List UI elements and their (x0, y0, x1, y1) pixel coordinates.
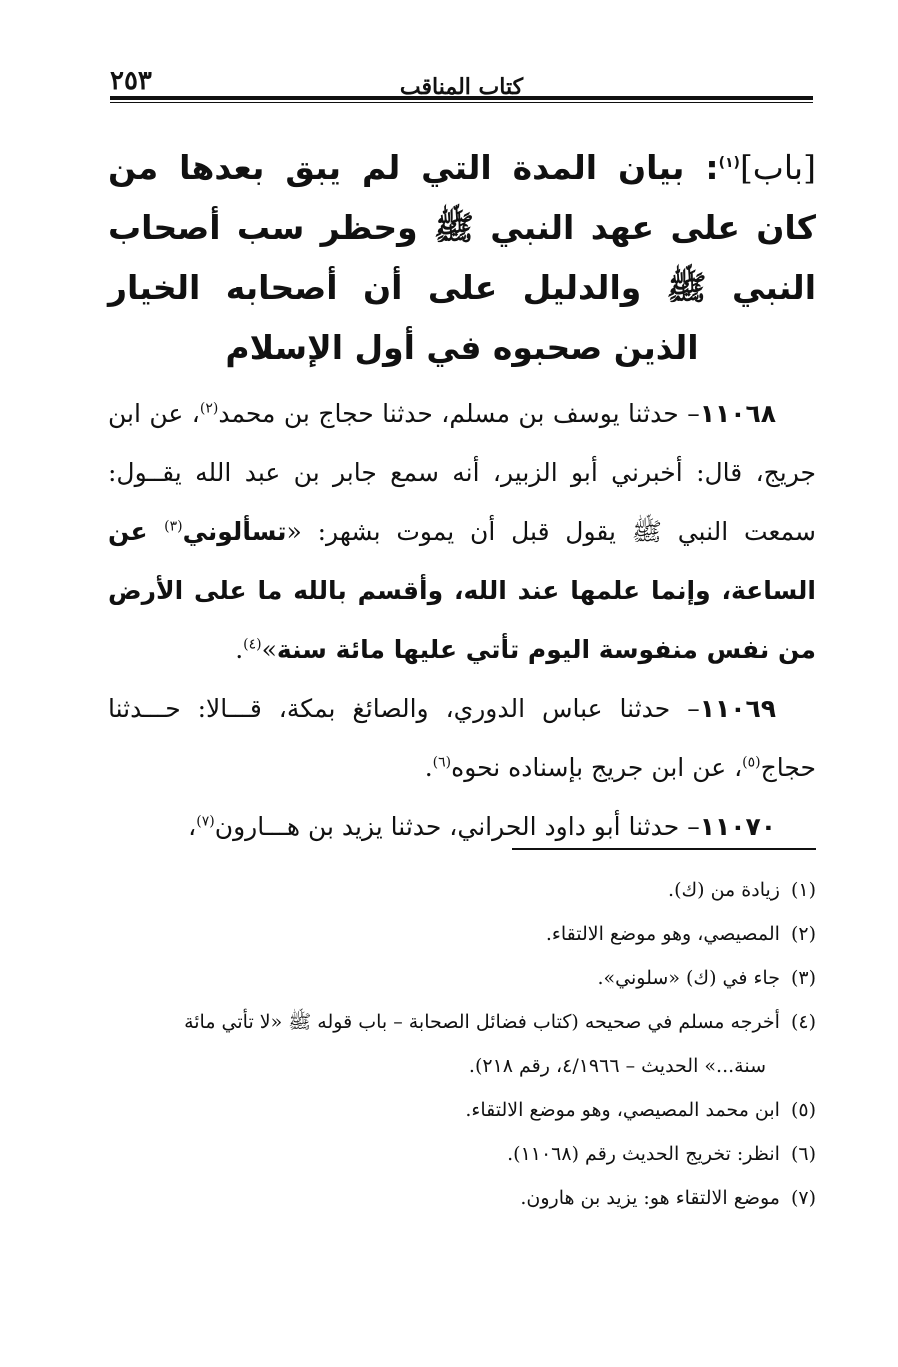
footnote-marker: (٥) (742, 754, 761, 771)
hadith-text: – حدثنا عباس الدوري، والصائغ بمكة، قـــالا: حـــدثنا حجاج (108, 694, 816, 782)
hadith-text: ، عن ابن جريج بإسناده نحوه (451, 753, 743, 782)
hadith-matn: تسألوني (182, 517, 287, 546)
footnote-marker: (٢) (199, 400, 219, 417)
hadith-paragraph (108, 384, 816, 679)
hadith-matn: عن الساعة، وإنما علمها عند الله، وأقسم بالله ما على الأرض من نفس منفوسة اليوم تأتي عليها مائة سنة (108, 517, 816, 664)
footnote-marker: (١) (718, 155, 740, 171)
hadith-text: . (235, 635, 244, 664)
footnote-number: (٤) (790, 1011, 816, 1033)
footnotes (100, 868, 816, 1220)
hadith-text: ، (188, 812, 197, 841)
footnote (100, 868, 816, 912)
footnote (100, 1176, 816, 1220)
footnote (100, 1000, 816, 1044)
main-text (108, 138, 816, 856)
footnote-number: (٥) (790, 1099, 816, 1121)
hadith-text: » (261, 635, 277, 664)
footnote (100, 912, 816, 956)
chapter-heading (108, 138, 816, 378)
page-number: ٢٥٣ (110, 66, 152, 96)
footnote-number: (٧) (790, 1187, 816, 1209)
footnote-number: (١) (790, 879, 816, 901)
footnote-text: أخرجه مسلم في صحيحه (كتاب فضائل الصحابة – باب قوله ﷺ «لا تأتي مائة (184, 1011, 780, 1033)
hadith-text: – حدثنا يوسف بن مسلم، حدثنا حجاج بن محمد (218, 399, 700, 428)
footnote-text: زيادة من (ك). (668, 879, 780, 901)
footnote-text: المصيصي، وهو موضع الالتقاء. (545, 923, 780, 945)
footnote-marker: (٦) (432, 754, 452, 771)
header-rule-thick (110, 96, 813, 100)
footnote-marker: (٧) (196, 813, 215, 830)
footnote-number: (٢) (790, 923, 816, 945)
running-title: كتاب المناقب (399, 74, 524, 100)
hadith-number: ١١٠٦٨ (699, 399, 776, 428)
footnote-marker: (٤) (243, 636, 262, 653)
chapter-title: : بيان المدة التي لم يبق بعدها من كان على عهد النبي ﷺ وحظر سب أصحاب النبي ﷺ والدليل على أن أصحابه الخيار الذين صحبوه في أول الإسلام (108, 148, 816, 367)
footnote-marker: (٣) (164, 518, 183, 535)
footnote-continuation: سنة...» الحديث – ٤/١٩٦٦، رقم ٢١٨). (468, 1055, 766, 1077)
footnote-number: (٣) (790, 967, 816, 989)
footnote-text: ابن محمد المصيصي، وهو موضع الالتقاء. (465, 1099, 780, 1121)
header-rule-thin (110, 102, 813, 103)
footnote-number: (٦) (790, 1143, 816, 1165)
footnote (100, 1088, 816, 1132)
hadith-number: ١١٠٦٩ (699, 694, 776, 723)
footnote (100, 1132, 816, 1176)
page-header (110, 60, 813, 100)
hadith-paragraph (108, 679, 816, 797)
hadith-text: – حدثنا أبو داود الحراني، حدثنا يزيد بن هـــارون (214, 812, 700, 841)
footnote-separator (512, 848, 816, 850)
hadith-number: ١١٠٧٠ (699, 812, 776, 841)
footnote-text: انظر: تخريج الحديث رقم (١١٠٦٨). (507, 1143, 780, 1165)
footnote (100, 956, 816, 1000)
footnote-text: جاء في (ك) «سلوني». (597, 967, 780, 989)
footnote-text: موضع الالتقاء هو: يزيد بن هارون. (520, 1187, 780, 1209)
hadith-text: ، عن ابن جريج، قال: أخبرني أبو الزبير، أنه سمع جابر بن عبد الله يقــول: سمعت النبي ﷺ يقول قبل أن يموت بشهر: « (108, 399, 816, 546)
chapter-prefix: [باب] (739, 148, 816, 187)
hadith-text: . (424, 753, 433, 782)
